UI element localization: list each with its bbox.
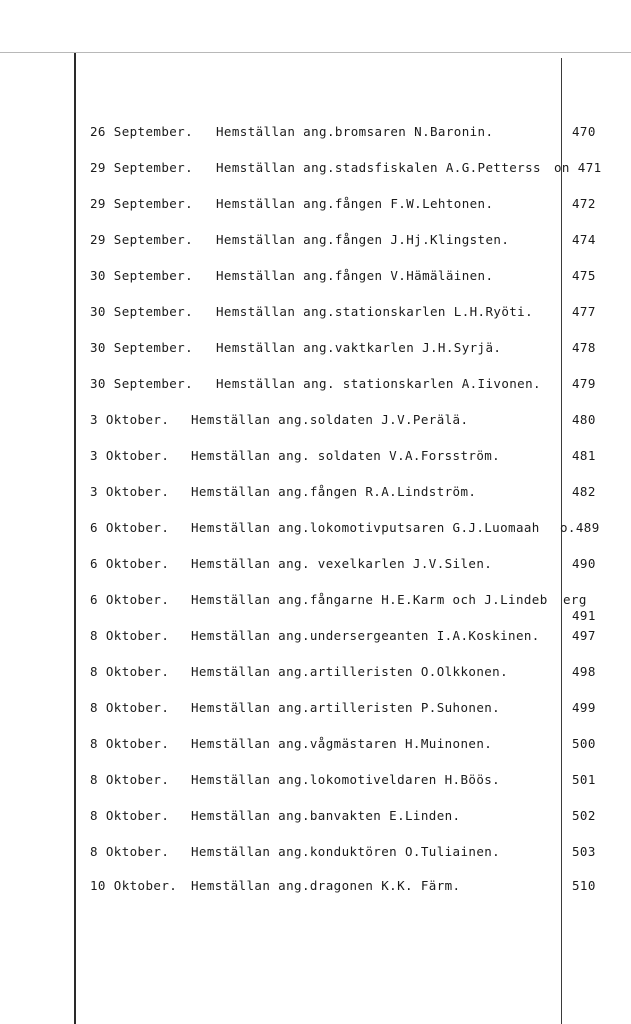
entry-page: 478 <box>572 340 596 355</box>
entry-row <box>0 736 631 760</box>
entry-page: 475 <box>572 268 596 283</box>
entry-page: 474 <box>572 232 596 247</box>
entry-row <box>0 592 631 616</box>
entry-date: 29 September. <box>90 196 194 211</box>
entry-row <box>0 304 631 328</box>
entry-row <box>0 160 631 184</box>
entry-page: 481 <box>572 448 596 463</box>
entry-row <box>0 628 631 652</box>
entry-page: 477 <box>572 304 596 319</box>
entry-date: 29 September. <box>90 232 194 247</box>
entry-page: 501 <box>572 772 596 787</box>
entry-date: 8 Oktober. <box>90 736 170 751</box>
entry-text: Hemställan ang.fången J.Hj.Klingsten. <box>216 232 510 247</box>
entry-row <box>0 484 631 508</box>
entry-date: 8 Oktober. <box>90 808 170 823</box>
entry-date: 3 Oktober. <box>90 484 170 499</box>
entry-row <box>0 376 631 400</box>
entry-page: on 471 <box>554 160 602 175</box>
entry-row <box>0 448 631 472</box>
entry-page: 502 <box>572 808 596 823</box>
entry-text: Hemställan ang.banvakten E.Linden. <box>191 808 461 823</box>
entry-date: 10 Oktober. <box>90 878 178 893</box>
entry-page: 498 <box>572 664 596 679</box>
entry-page: 482 <box>572 484 596 499</box>
entry-row <box>0 232 631 256</box>
entry-page: 503 <box>572 844 596 859</box>
entry-row <box>0 878 631 902</box>
entry-date: 30 September. <box>90 376 194 391</box>
entry-row <box>0 196 631 220</box>
entry-text: Hemställan ang.fången V.Hämäläinen. <box>216 268 494 283</box>
entry-text: Hemställan ang.lokomotiveldaren H.Böös. <box>191 772 501 787</box>
entry-text: Hemställan ang.vågmästaren H.Muinonen. <box>191 736 493 751</box>
entry-text: Hemställan ang.artilleristen P.Suhonen. <box>191 700 501 715</box>
entry-text: Hemställan ang.artilleristen O.Olkkonen. <box>191 664 509 679</box>
entry-date: 6 Oktober. <box>90 592 170 607</box>
entry-page: 479 <box>572 376 596 391</box>
entry-text: Hemställan ang.soldaten J.V.Perälä. <box>191 412 469 427</box>
entry-text: Hemställan ang.dragonen K.K. Färm. <box>191 878 461 893</box>
entry-row <box>0 340 631 364</box>
entry-date: 3 Oktober. <box>90 448 170 463</box>
entry-date: 8 Oktober. <box>90 628 170 643</box>
entry-row <box>0 412 631 436</box>
entry-date: 8 Oktober. <box>90 700 170 715</box>
entry-date: 30 September. <box>90 340 194 355</box>
entry-date: 8 Oktober. <box>90 664 170 679</box>
entry-page: 472 <box>572 196 596 211</box>
entry-page: erg <box>563 592 587 607</box>
entry-date: 30 September. <box>90 268 194 283</box>
entry-page: 499 <box>572 700 596 715</box>
entry-text: Hemställan ang. stationskarlen A.Iivonen. <box>216 376 541 391</box>
entry-row <box>0 268 631 292</box>
entry-page: 470 <box>572 124 596 139</box>
entry-row <box>0 844 631 868</box>
entry-text: Hemställan ang.lokomotivputsaren G.J.Luomaah <box>191 520 540 535</box>
entry-row <box>0 520 631 544</box>
entry-text: Hemställan ang. vexelkarlen J.V.Silen. <box>191 556 493 571</box>
entry-page-overflow: 491 <box>572 608 596 623</box>
entry-row <box>0 664 631 688</box>
entry-text: Hemställan ang. soldaten V.A.Forsström. <box>191 448 501 463</box>
entry-row <box>0 556 631 580</box>
entry-page: o.489 <box>560 520 600 535</box>
entry-page: 500 <box>572 736 596 751</box>
entry-text: Hemställan ang.fångarne H.E.Karm och J.Lindeb <box>191 592 548 607</box>
entry-row <box>0 124 631 148</box>
entry-row <box>0 700 631 724</box>
entry-date: 30 September. <box>90 304 194 319</box>
entry-page: 490 <box>572 556 596 571</box>
entry-text: Hemställan ang.fången F.W.Lehtonen. <box>216 196 494 211</box>
entry-page: 497 <box>572 628 596 643</box>
entry-text: Hemställan ang.vaktkarlen J.H.Syrjä. <box>216 340 502 355</box>
entry-text: Hemställan ang.bromsaren N.Baronin. <box>216 124 494 139</box>
entry-page: 480 <box>572 412 596 427</box>
entry-page: 510 <box>572 878 596 893</box>
entry-row <box>0 808 631 832</box>
entry-date: 6 Oktober. <box>90 520 170 535</box>
entry-date: 29 September. <box>90 160 194 175</box>
entry-date: 6 Oktober. <box>90 556 170 571</box>
entry-text: Hemställan ang.stadsfiskalen A.G.Petterss <box>216 160 541 175</box>
entry-text: Hemställan ang.undersergeanten I.A.Koskinen. <box>191 628 540 643</box>
entry-text: Hemställan ang.stationskarlen L.H.Ryöti. <box>216 304 534 319</box>
entry-text: Hemställan ang.fången R.A.Lindström. <box>191 484 477 499</box>
entry-text: Hemställan ang.konduktören O.Tuliainen. <box>191 844 501 859</box>
entry-date: 3 Oktober. <box>90 412 170 427</box>
entry-date: 8 Oktober. <box>90 772 170 787</box>
entry-date: 8 Oktober. <box>90 844 170 859</box>
entry-row <box>0 772 631 796</box>
entry-date: 26 September. <box>90 124 194 139</box>
